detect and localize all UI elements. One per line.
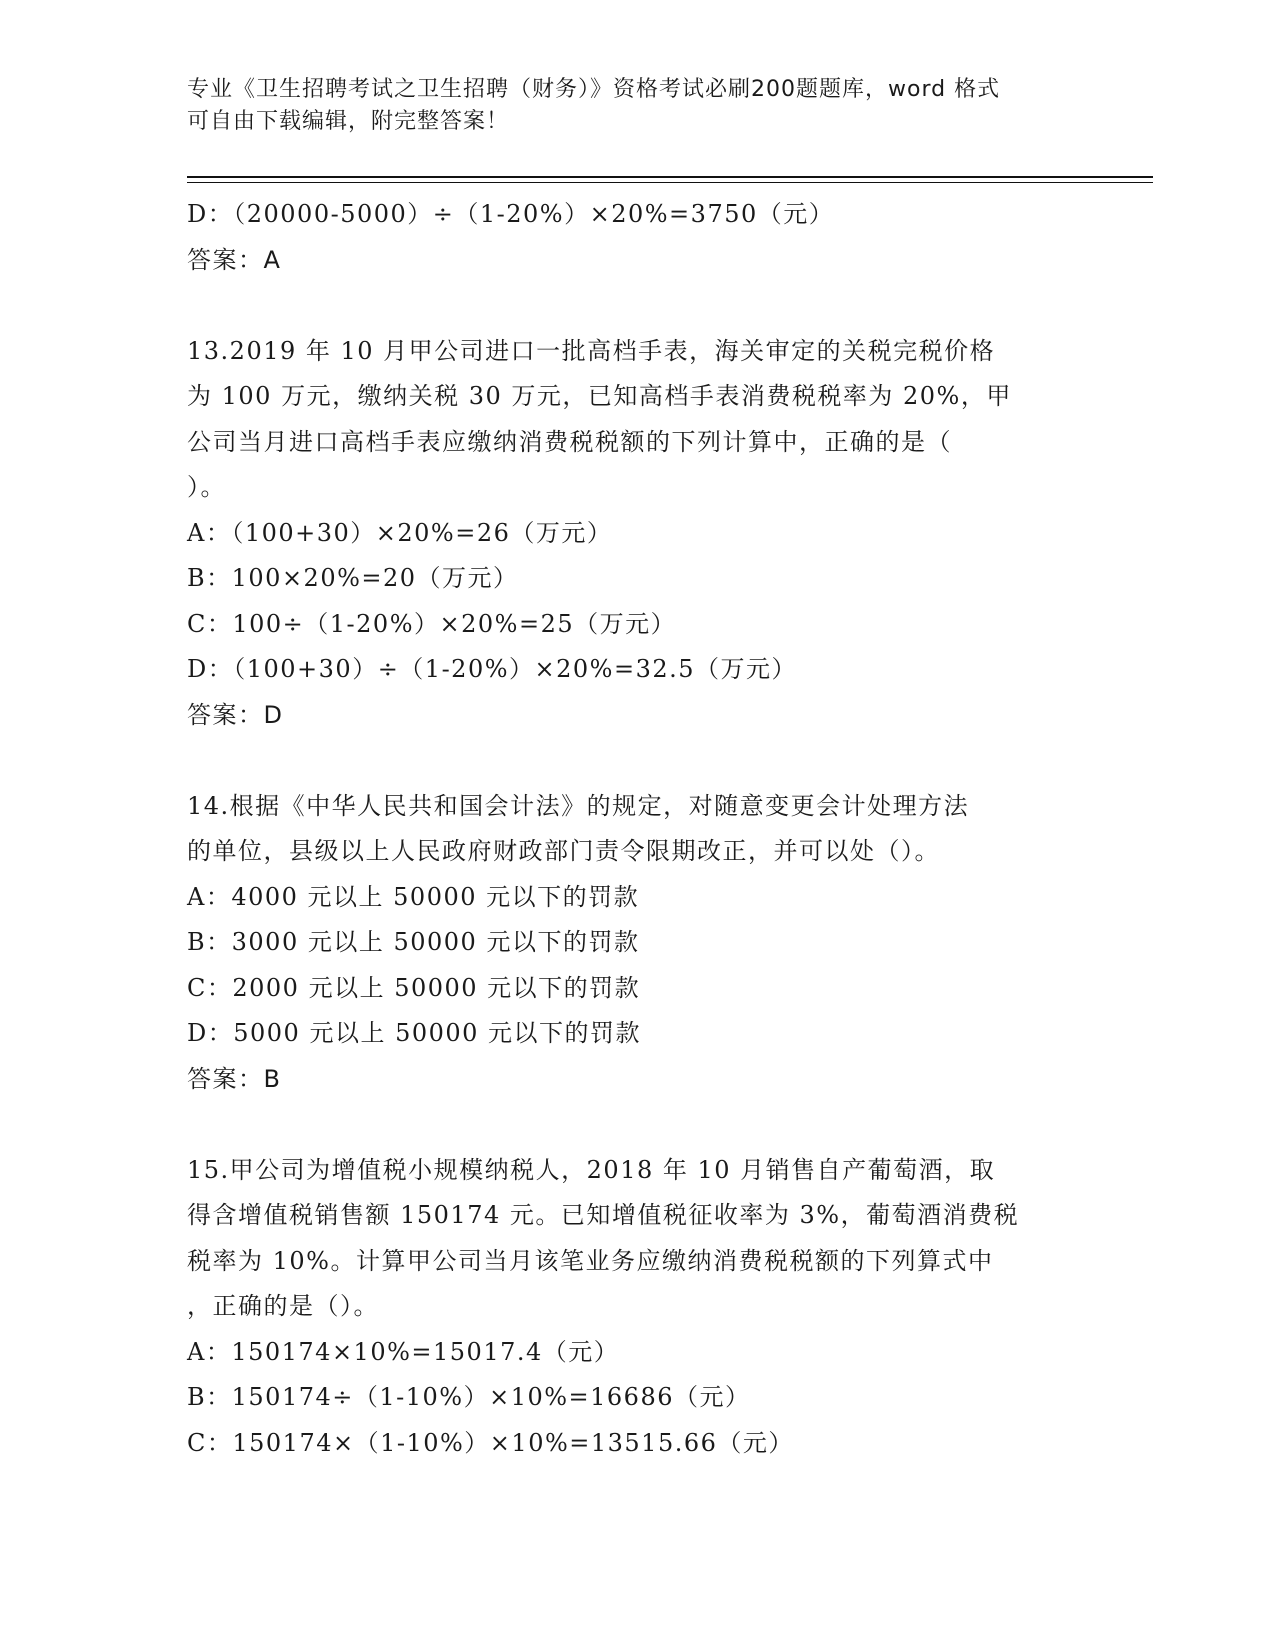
- q14-option-a: A：4000 元以上 50000 元以下的罚款: [187, 882, 640, 911]
- question-15: [187, 1148, 1087, 1467]
- q13-stem-line: 公司当月进口高档手表应缴纳消费税税额的下列计算中，正确的是（: [187, 427, 952, 456]
- q15-option-b: B：150174÷（1-10%）×10%=16686（元）: [187, 1383, 751, 1411]
- q13-option-a: A：（100+30）×20%=26（万元）: [187, 518, 613, 547]
- header-rule-thick: [187, 176, 1153, 178]
- q14-stem-line: 14.根据《中华人民共和国会计法》的规定，对随意变更会计处理方法: [187, 791, 970, 820]
- q15-stem-line: ，正确的是（）。: [187, 1292, 379, 1320]
- q13-stem-line: 13.2019 年 10 月甲公司进口一批高档手表，海关审定的关税完税价格: [187, 336, 996, 365]
- document-body: [187, 192, 1087, 1466]
- header-line-2: 可自由下载编辑，附完整答案！: [187, 109, 510, 134]
- question-14: [187, 784, 1087, 1103]
- q14-option-c: C：2000 元以上 50000 元以下的罚款: [187, 973, 641, 1002]
- q14-stem-line: 的单位，县级以上人民政府财政部门责令限期改正，并可以处（）。: [187, 837, 940, 865]
- q13-stem-line: 为 100 万元，缴纳关税 30 万元，已知高档手表消费税税率为 20%，甲: [187, 382, 1012, 410]
- spacer: [187, 283, 1087, 329]
- q13-stem-line: ）。: [187, 473, 226, 501]
- q15-stem-line: 税率为 10%。计算甲公司当月该笔业务应缴纳消费税税额的下列算式中: [187, 1246, 994, 1275]
- spacer: [187, 1102, 1087, 1148]
- q14-option-b: B：3000 元以上 50000 元以下的罚款: [187, 928, 640, 956]
- header-rule-thin: [187, 182, 1153, 183]
- q15-option-c: C：150174×（1-10%）×10%=13515.66（元）: [187, 1428, 794, 1457]
- document-header: [187, 74, 1067, 138]
- q15-stem-line: 得含增值税销售额 150174 元。已知增值税征收率为 3%，葡萄酒消费税: [187, 1201, 1020, 1229]
- header-line-1: 专业《卫生招聘考试之卫生招聘（财务）》资格考试必刷200题题库，word 格式: [187, 77, 1001, 102]
- q14-option-d: D：5000 元以上 50000 元以下的罚款: [187, 1019, 642, 1047]
- q13-option-d: D：（100+30）÷（1-20%）×20%=32.5（万元）: [187, 655, 798, 683]
- q14-answer: 答案：B: [187, 1064, 282, 1093]
- spacer: [187, 738, 1087, 784]
- q13-option-b: B：100×20%=20（万元）: [187, 564, 519, 592]
- question-13: [187, 329, 1087, 739]
- q13-option-c: C：100÷（1-20%）×20%=25（万元）: [187, 609, 677, 638]
- q13-answer: 答案：D: [187, 700, 284, 729]
- q15-stem-line: 15.甲公司为增值税小规模纳税人，2018 年 10 月销售自产葡萄酒，取: [187, 1155, 996, 1184]
- q15-option-a: A：150174×10%=15017.4（元）: [187, 1337, 620, 1366]
- prev-option-d: D：（20000-5000）÷（1-20%）×20%=3750（元）: [187, 200, 835, 228]
- prev-answer: 答案：A: [187, 245, 282, 274]
